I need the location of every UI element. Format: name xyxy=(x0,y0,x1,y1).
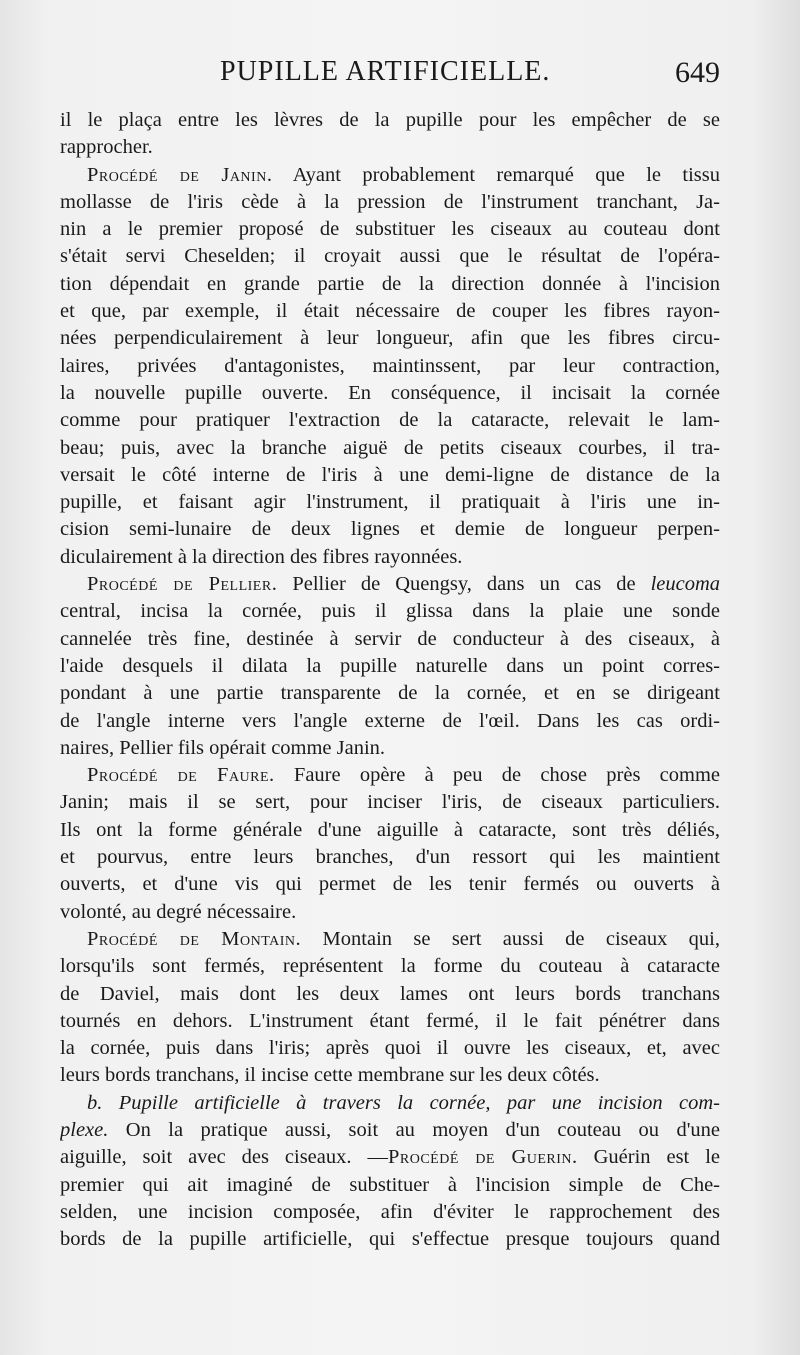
text-line xyxy=(60,571,720,598)
line-text: tion dépendait en grande partie de la direction donnée à l'incision xyxy=(60,272,720,295)
text-line xyxy=(60,981,720,1008)
line-text: s'était servi Cheselden; il croyait aussi que le résultat de l'opéra- xyxy=(60,245,720,268)
text-line xyxy=(60,708,720,735)
line-text: laires, privées d'antagonistes, maintinssent, par leur contraction, xyxy=(60,354,720,377)
line-text: pupille, et faisant agir l'instrument, il pratiquait à l'iris une in- xyxy=(60,491,720,514)
page-number: 649 xyxy=(675,56,720,89)
line-text: Faure opère à peu de chose près comme xyxy=(274,764,720,787)
italic-text: plexe. xyxy=(60,1118,109,1141)
section-heading: Procédé de Pellier. xyxy=(87,573,278,596)
line-text: beau; puis, avec la branche aiguë de petits ciseaux courbes, il tra- xyxy=(60,436,720,459)
body-text xyxy=(60,107,720,1253)
line-text: leurs bords tranchans, il incise cette membrane sur les deux côtés. xyxy=(60,1064,600,1087)
line-text: de l'angle interne vers l'angle externe de l'œil. Dans les cas ordi- xyxy=(60,709,720,732)
line-text: premier qui ait imaginé de substituer à l'incision simple de Che- xyxy=(60,1173,720,1196)
text-line xyxy=(60,462,720,489)
line-text: naires, Pellier fils opérait comme Janin. xyxy=(60,736,386,759)
text-line xyxy=(60,380,720,407)
text-line xyxy=(60,353,720,380)
text-line xyxy=(60,789,720,816)
line-text: cision semi-lunaire de deux lignes et demie de longueur perpen- xyxy=(60,518,720,541)
line-text: pondant à une partie transparente de la cornée, et en se dirigeant xyxy=(60,682,720,705)
line-text: selden, une incision composée, afin d'éviter le rapprochement des xyxy=(60,1200,720,1223)
text-line xyxy=(60,626,720,653)
page-header xyxy=(60,56,720,100)
text-line xyxy=(60,1172,720,1199)
running-head: PUPILLE ARTIFICIELLE. xyxy=(220,56,551,87)
text-line xyxy=(60,544,720,571)
line-text: nin a le premier proposé de substituer les ciseaux au couteau dont xyxy=(60,218,720,241)
line-text: central, incisa la cornée, puis il glissa dans la plaie une sonde xyxy=(60,600,720,623)
text-line xyxy=(60,107,720,134)
line-text: bords de la pupille artificielle, qui s'effectue presque toujours quand xyxy=(60,1228,720,1251)
text-line xyxy=(60,243,720,270)
line-text: et pourvus, entre leurs branches, d'un ressort qui les maintient xyxy=(60,846,720,869)
line-text: nées perpendiculairement à leur longueur, afin que les fibres circu- xyxy=(60,327,720,350)
line-text: de Daviel, mais dont les deux lames ont leurs bords tranchans xyxy=(60,982,720,1005)
line-text: versait le côté interne de l'iris à une demi-ligne de distance de la xyxy=(60,463,720,486)
section-heading: Procédé de Faure. xyxy=(87,764,275,787)
text-line xyxy=(60,735,720,762)
line-text: cannelée très fine, destinée à servir de conducteur à des ciseaux, à xyxy=(60,627,720,650)
text-line xyxy=(60,844,720,871)
text-line xyxy=(60,1117,720,1144)
text-line xyxy=(60,762,720,789)
line-text: Pellier de Quengsy, dans un cas de xyxy=(277,573,651,596)
text-line xyxy=(60,435,720,462)
line-text: la cornée, puis dans l'iris; après quoi il ouvre les ciseaux, et, avec xyxy=(60,1037,720,1060)
line-text: On la pratique aussi, soit au moyen d'un couteau ou d'une xyxy=(108,1118,720,1141)
text-line xyxy=(60,1226,720,1253)
text-line xyxy=(60,407,720,434)
text-line xyxy=(60,516,720,543)
line-text: lorsqu'ils sont fermés, représentent la forme du couteau à cataracte xyxy=(60,955,720,978)
line-text: Ils ont la forme générale d'une aiguille à cataracte, sont très déliés, xyxy=(60,818,720,841)
text-line xyxy=(60,134,720,161)
line-text: Guérin est le xyxy=(577,1146,720,1169)
text-line xyxy=(60,216,720,243)
text-line xyxy=(60,298,720,325)
section-heading: Procédé de Montain. xyxy=(87,927,302,950)
text-line xyxy=(60,817,720,844)
text-line xyxy=(60,489,720,516)
text-line xyxy=(60,271,720,298)
line-text: volonté, au degré nécessaire. xyxy=(60,900,297,923)
section-heading: Procédé de Guerin. xyxy=(387,1146,578,1169)
line-text: aiguille, soit avec des ciseaux. — xyxy=(60,1146,388,1169)
text-line xyxy=(60,871,720,898)
text-line xyxy=(60,598,720,625)
text-line xyxy=(60,1035,720,1062)
line-text: l'aide desquels il dilata la pupille naturelle dans un point corres- xyxy=(60,654,720,677)
text-line xyxy=(60,653,720,680)
line-text: tournés en dehors. L'instrument étant fermé, il le fait pénétrer dans xyxy=(60,1009,720,1032)
line-text: Janin; mais il se sert, pour inciser l'iris, de ciseaux particuliers. xyxy=(60,791,720,814)
italic-text: leucoma xyxy=(650,573,720,596)
italic-text: b. Pupille artificielle à travers la cornée, par une incision com- xyxy=(87,1091,720,1114)
text-line xyxy=(60,899,720,926)
line-text: il le plaça entre les lèvres de la pupille pour les empêcher de se xyxy=(60,109,720,131)
line-text: diculairement à la direction des fibres rayonnées. xyxy=(60,545,463,568)
line-text: comme pour pratiquer l'extraction de la cataracte, relevait le lam- xyxy=(60,409,720,432)
section-heading: Procédé de Janin. xyxy=(87,163,273,186)
line-text: ouverts, et d'une vis qui permet de les tenir fermés ou ouverts à xyxy=(60,873,720,896)
line-text: rapprocher. xyxy=(60,136,153,159)
line-text: et que, par exemple, il était nécessaire de couper les fibres rayon- xyxy=(60,300,720,323)
line-text: mollasse de l'iris cède à la pression de l'instrument tranchant, Ja- xyxy=(60,190,720,213)
text-line xyxy=(60,1062,720,1089)
line-text: la nouvelle pupille ouverte. En conséquence, il incisait la cornée xyxy=(60,381,720,404)
text-line xyxy=(60,1008,720,1035)
line-text: Montain se sert aussi de ciseaux qui, xyxy=(301,927,720,950)
text-line xyxy=(60,325,720,352)
line-text: Ayant probablement remarqué que le tissu xyxy=(272,163,720,186)
text-line xyxy=(60,1090,720,1117)
text-line xyxy=(60,926,720,953)
text-line xyxy=(60,953,720,980)
text-line xyxy=(60,162,720,189)
text-line xyxy=(60,189,720,216)
text-line xyxy=(60,1199,720,1226)
text-line xyxy=(60,680,720,707)
text-line xyxy=(60,1144,720,1171)
